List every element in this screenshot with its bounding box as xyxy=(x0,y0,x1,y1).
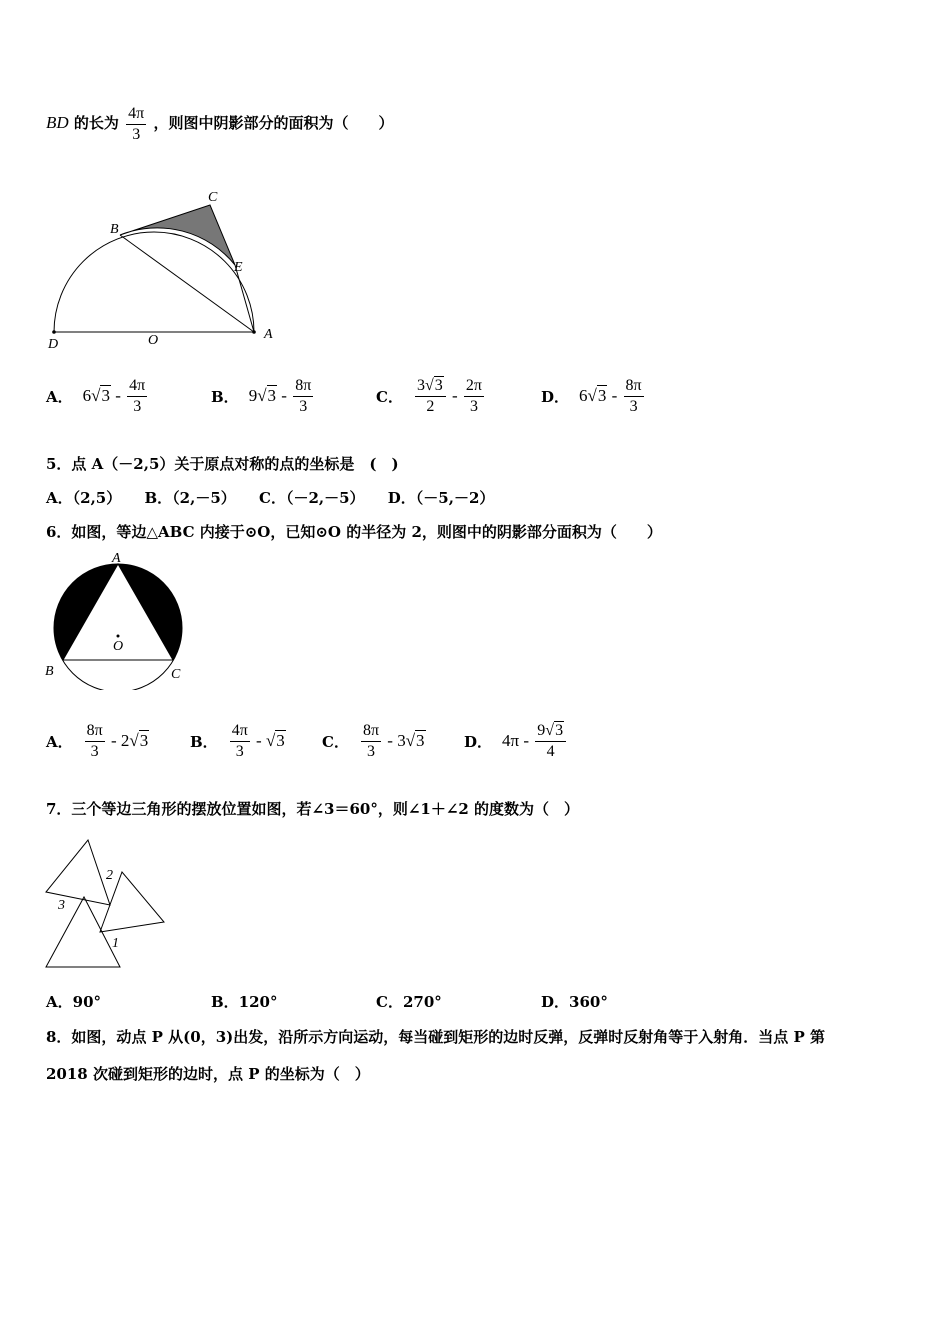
q5-option-a[interactable]: A．（2,5） xyxy=(46,489,122,507)
q7-option-c[interactable]: C．270° xyxy=(376,993,442,1011)
q6-figure xyxy=(40,550,190,690)
q7-text: 7．三个等边三角形的摆放位置如图，若∠3＝60°，则∠1＋∠2 的度数为（ ） xyxy=(46,800,580,818)
label-e: E xyxy=(234,260,243,275)
label-c: C xyxy=(171,667,181,682)
q4-option-d[interactable]: D． 6 √3 - $\frac{8\pi}{3}$ xyxy=(541,377,642,415)
label-2: 2 xyxy=(106,868,113,883)
q6-option-c[interactable]: C． $\frac{8\pi}{3}$ - 3 √3 xyxy=(322,722,425,760)
q8-line2: 2018 次碰到矩形的边时，点 P 的坐标为（ ） xyxy=(46,1065,370,1083)
label-b: B xyxy=(110,222,119,237)
q4-text: BD 的长为 $\frac{4\pi}{3}$ ，则图中阴影部分的面积为（ ） xyxy=(46,105,394,143)
q5-text: 5．点 A（－2,5）关于原点对称的点的坐标是 ( ) xyxy=(46,455,399,473)
q4-option-a[interactable]: A． 6 √3 - $\frac{4\pi}{3}$ xyxy=(46,377,146,415)
q6-option-d[interactable]: D． 4π - $\frac{9√3}{4}$ xyxy=(464,722,568,760)
q4-figure xyxy=(40,185,290,355)
label-3: 3 xyxy=(58,898,65,913)
q4-option-c[interactable]: C． $\frac{3√3}{2}$ - $\frac{2\pi}{3}$ xyxy=(376,377,482,415)
q7-option-a[interactable]: A．90° xyxy=(46,993,102,1011)
q5-option-d[interactable]: D．（－5,－2） xyxy=(387,489,495,507)
q6-option-b[interactable]: B． $\frac{4\pi}{3}$ - √3 xyxy=(190,722,285,760)
label-a: A xyxy=(264,327,273,342)
label-b: B xyxy=(45,664,54,679)
label-a: A xyxy=(112,551,121,566)
q5-option-b[interactable]: B．（2,－5） xyxy=(144,489,236,507)
q8-line1: 8．如图，动点 P 从(0，3)出发，沿所示方向运动，每当碰到矩形的边时反弹，反弹时反射角等于入射角．当点 P 第 xyxy=(46,1028,825,1046)
label-c: C xyxy=(208,190,218,205)
q6-option-a[interactable]: A． $\frac{8\pi}{3}$ - 2 √3 xyxy=(46,722,149,760)
q7-option-d[interactable]: D．360° xyxy=(541,993,608,1011)
arc-bd-label: BD xyxy=(46,113,69,133)
q6-text: 6．如图，等边△ABC 内接于⊙O，已知⊙O 的半径为 2，则图中的阴影部分面积为（ ） xyxy=(46,523,662,541)
q7-figure xyxy=(40,835,170,975)
label-o: O xyxy=(113,639,124,654)
label-d: D xyxy=(48,337,59,352)
q5-option-c[interactable]: C．（－2,－5） xyxy=(259,489,365,507)
q7-option-b[interactable]: B．120° xyxy=(211,993,278,1011)
q4-option-b[interactable]: B． 9 √3 - $\frac{8\pi}{3}$ xyxy=(211,377,312,415)
arc-length-fraction: $\frac{4\pi}{3}$ xyxy=(128,105,145,143)
q5-options xyxy=(46,487,512,508)
label-o: O xyxy=(148,333,159,348)
q7-options xyxy=(46,991,706,1012)
label-1: 1 xyxy=(112,936,119,951)
